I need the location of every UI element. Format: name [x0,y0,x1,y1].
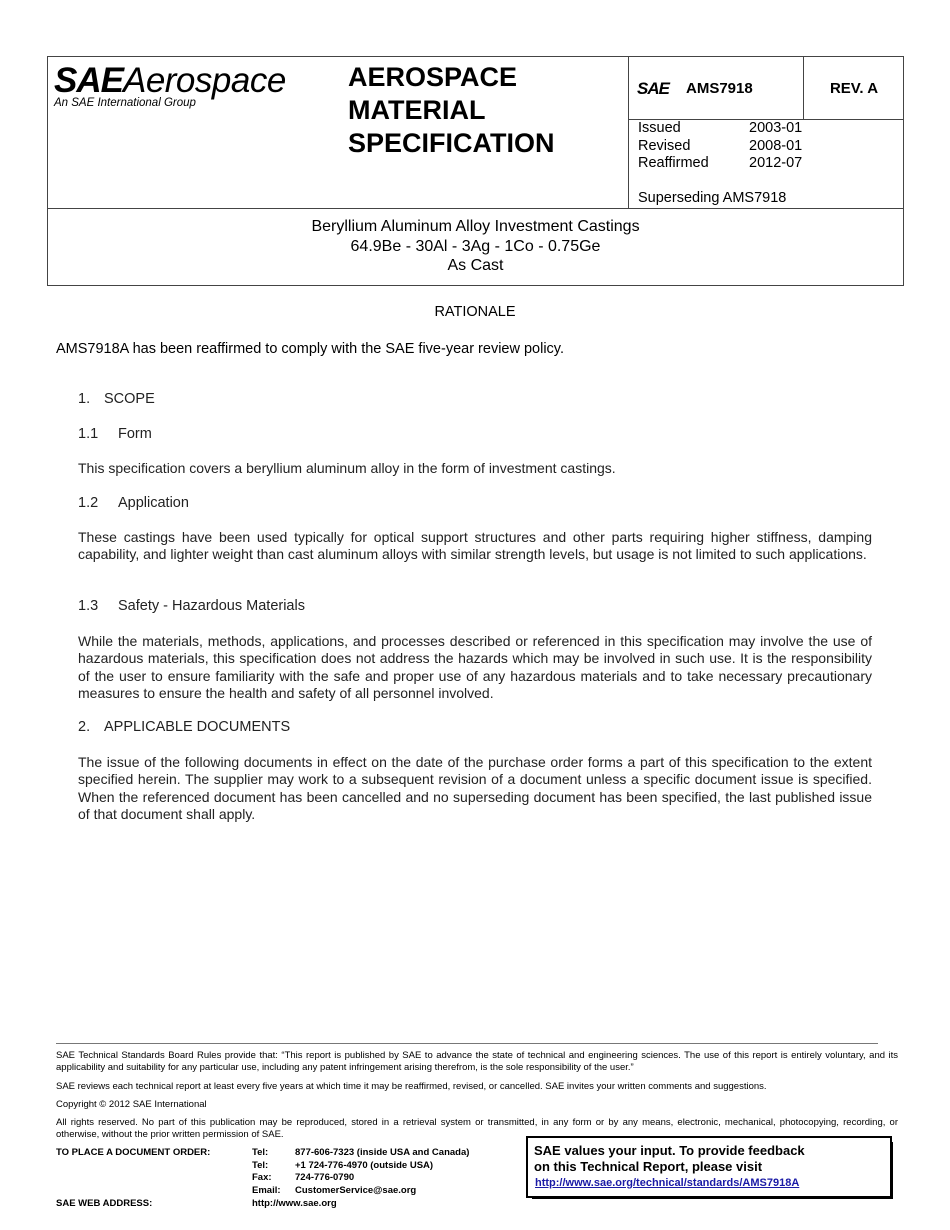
footer-review: SAE reviews each technical report at least every five years at which time it may be reaffirmed, revised, or cancelled. SAE invites your written comments and suggestions. [56,1081,767,1092]
section-number: 1.1 [78,426,99,442]
dates-block [638,120,878,173]
footer-rights: All rights reserved. No part of this publication may be reproduced, stored in a retrieval system or transmitted, in any form or by any means, electronic, mechanical, photocopying, recording, or otherwise, without the prior written permission of SAE. [56,1117,898,1140]
feedback-line: on this Technical Report, please visit [534,1159,763,1174]
revision: REV. A [829,80,879,97]
section-title: Application [118,495,189,511]
contact-row [252,1185,522,1198]
contact-value: 724-776-0790 [295,1172,355,1183]
section-number: 1.3 [78,598,99,614]
date-value: 2008-01 [749,137,803,154]
section-text-safety: While the materials, methods, applications, and processes described or referenced in this specification may involve the use of hazardous materials, this specification does not address the hazards which may be involved in such use. It is the responsibility of the user to ensure familiarity with the safe and proper use of any hazardous materials and to take necessary precautionary measures to ensure the health and safety of all personnel involved. [78,633,872,701]
section-text-application: These castings have been used typically for optical support structures and other parts requiring higher stiffness, damping capability, and lighter weight than cast aluminum alloys with similar strength levels, but usage is not limited to such applications. [78,529,872,563]
rationale-text: AMS7918A has been reaffirmed to comply with the SAE five-year review policy. [56,341,565,357]
contact-value[interactable]: 877-606-7323 (inside USA and Canada) [295,1147,470,1158]
sae-small-logo: SAE [637,79,669,98]
section-heading-applicable-documents [78,719,290,735]
web-address-label: SAE WEB ADDRESS: [56,1198,153,1209]
section-title: APPLICABLE DOCUMENTS [104,719,291,735]
subject-line: 64.9Be - 30Al - 3Ag - 1Co - 0.75Ge [350,237,601,255]
header-table [47,56,904,286]
section-heading-form [78,426,152,442]
contact-key: Tel: [252,1159,269,1171]
section-heading-scope [78,391,155,407]
doc-number-cell [629,57,804,120]
footer-copyright: Copyright © 2012 SAE International [56,1099,207,1110]
date-label: Revised [638,137,691,154]
spec-title [348,61,618,160]
spec-title-line: AEROSPACE [348,62,518,92]
section-title: Safety - Hazardous Materials [118,598,305,614]
section-number: 2. [78,719,91,735]
contact-key: Email: [252,1184,281,1196]
date-label: Reaffirmed [638,155,709,171]
logo-subtitle: An SAE International Group [54,97,196,109]
logo-brand: SAE [54,61,123,100]
doc-info-cell [628,57,904,208]
section-text-applicable-documents: The issue of the following documents in effect on the date of the purchase order forms a part of this specification to the extent specified herein. The supplier may work to a subsequent revision of a document unless a specific document issue is specified. When the referenced document has been cancelled and no superseding document has been specified, the last published issue of that document shall apply. [78,754,872,822]
section-number: 1.2 [78,495,99,511]
date-row-revised [638,138,878,156]
contact-row [252,1160,522,1173]
date-label: Issued [638,120,681,136]
section-heading-application [78,495,189,511]
subject-block [48,217,903,276]
subject-line: As Cast [447,257,504,274]
date-value: 2003-01 [749,120,803,136]
logo-product: Aerospace [122,61,286,100]
section-title: SCOPE [104,391,155,407]
web-address-link[interactable]: http://www.sae.org [252,1198,337,1209]
contact-key: Fax: [252,1172,272,1183]
doc-number: AMS7918 [686,80,753,97]
date-value: 2012-07 [749,155,803,171]
feedback-link[interactable]: http://www.sae.org/technical/standards/AMS7918A [535,1177,800,1189]
contact-row [252,1172,522,1185]
rationale-heading: RATIONALE [434,304,516,320]
section-heading-safety [78,598,305,614]
footer-divider [56,1043,878,1044]
logo-cell [48,57,338,208]
contact-key: Tel: [252,1147,269,1158]
section-title: Form [118,426,152,442]
contact-row [252,1147,522,1160]
title-cell [338,57,628,208]
superseding-note: Superseding AMS7918 [638,190,787,206]
spec-title-line: MATERIAL [348,95,486,125]
contact-email-link[interactable]: CustomerService@sae.org [295,1184,417,1196]
date-row-issued [638,120,878,138]
revision-cell [804,57,904,120]
sae-aerospace-logo [54,61,286,101]
spec-title-line: SPECIFICATION [348,128,555,158]
feedback-box [526,1136,892,1198]
feedback-line: SAE values your input. To provide feedback [534,1143,805,1158]
footer-board-rules: SAE Technical Standards Board Rules provide that: “This report is published by SAE to advance the state of technical and engineering sciences. The use of this report is entirely voluntary, and its applicability and suitability for any particular use, including any patent infringement arising therefrom, is the sole responsibility of the user.” [56,1050,898,1073]
section-number: 1. [78,391,91,407]
subject-line: Beryllium Aluminum Alloy Investment Castings [311,218,640,235]
section-text-form: This specification covers a beryllium aluminum alloy in the form of investment castings. [78,460,616,476]
contact-block [252,1147,522,1197]
date-row-reaffirmed [638,155,878,173]
contact-value[interactable]: +1 724-776-4970 (outside USA) [295,1159,434,1171]
header-top-row [48,57,903,209]
feedback-text [534,1143,805,1175]
order-label: TO PLACE A DOCUMENT ORDER: [56,1147,211,1158]
